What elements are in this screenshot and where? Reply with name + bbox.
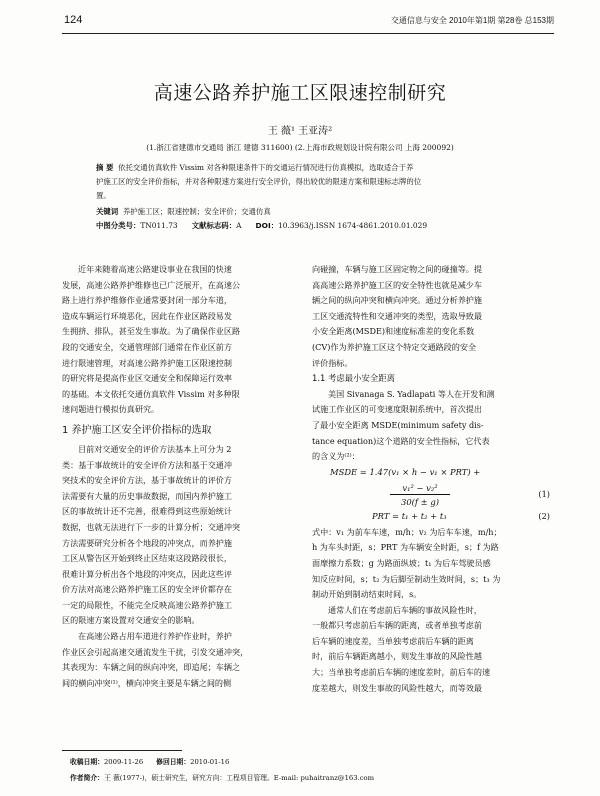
body-line: 法需要有大量的历史事故数据，而国内养护施工 — [62, 490, 232, 501]
intro-line: 近年来随着高速公路建设事业在我国的快速 — [78, 264, 232, 274]
body-line: 小安全距离(MSDE)和速度标准差的变化系数 — [312, 326, 475, 337]
subsection-heading: 1.1 考虑最小安全距离 — [312, 373, 395, 384]
intro-line: 的基础。本文依托交通仿真软件 Vissim 对多种限 — [62, 388, 240, 399]
body-line: 工区从警告区开始到终止区结束这段路段很长， — [62, 553, 232, 564]
paper-title: 高速公路养护施工区限速控制研究 — [153, 82, 447, 104]
header-rule — [62, 33, 554, 34]
received-label: 收稿日期： — [70, 758, 104, 766]
intro-line: 生拥挤、排队，甚至发生事故。为了确保作业区路 — [62, 326, 241, 337]
left-column — [62, 262, 298, 691]
abstract-label: 摘 要 — [96, 163, 114, 172]
body-line: 美国 Sivanaga S. Yadlapati 等人在开发和测 — [328, 388, 495, 399]
equation-2 — [312, 509, 552, 525]
doi-value: 10.3963/j.ISSN 1674-4861.2010.01.029 — [278, 221, 428, 230]
equation-1-main: MSDE = 1.47(v₁ × h − v₁ × PRT) + — [330, 466, 481, 477]
body-line: 高高速公路养护施工区的安全特性也就是减少车 — [312, 279, 482, 290]
intro-line: 段的交通安全，交通管理部门通常在作业区前方 — [62, 341, 232, 352]
body-line: 度差越大，则发生事故的风险性越大，而等效最 — [312, 682, 482, 693]
intro-line: 的研究将是提高作业区交通安全和保障运行效率 — [62, 373, 232, 384]
body-line: 一般都只考虑前后车辆的距离，或者单独考虑前 — [312, 620, 482, 631]
intro-line: 路上进行养护维修作业通常要封闭一部分车道， — [62, 295, 232, 306]
body-line: 在高速公路占用车道进行养护作业时，养护 — [78, 631, 232, 642]
body-line: 区的限速方案设置对交通安全的影响。 — [62, 615, 200, 626]
body-line: 试施工作业区的可变速度限制系统中，首次提出 — [312, 404, 482, 415]
section1-heading: 1 养护施工区安全评价指标的选取 — [62, 424, 212, 436]
doc-value: A — [236, 221, 242, 230]
abstract-line: 护施工区的安全评价指标，并对各种限速方案进行安全评价，得出较优的限速方案和限速标志牌的位 — [96, 177, 422, 186]
intro-line: 进行限速管理，对高速公路养护施工区限速控制 — [62, 357, 232, 368]
body-line: 大；当单独考虑前后车辆的速度差时，前后车的速 — [312, 667, 491, 678]
clc-value: TN011.73 — [140, 221, 178, 230]
intro-line: 发展，高速公路养护维修也已广泛展开，在高速公 — [62, 279, 241, 290]
author-label: 作者简介： — [70, 774, 104, 782]
equation-1-line1 — [312, 465, 552, 481]
body-line: 向碰撞，车辆与施工区固定物之间的碰撞等。提 — [312, 264, 482, 274]
abstract-line: 置。 — [96, 191, 111, 200]
page-number: 124 — [64, 14, 83, 26]
body-line: 价方法对高速公路养护施工区的安全评价都存在 — [62, 584, 232, 595]
body-line: 其表现为：车辆之间的纵向冲突，即追尾；车辆之 — [62, 662, 241, 673]
intro-line: 速问题进行模拟仿真研究。 — [62, 404, 160, 415]
abstract-text: 依托交通仿真软件 Vissim 对各种限速条件下的交通运行情况进行仿真模拟，选取适合于养 — [118, 163, 414, 172]
footnote-author — [70, 772, 374, 782]
body-line: 评价指标。 — [312, 357, 353, 368]
footnote-rule — [62, 750, 182, 751]
keywords-label: 关键词 — [96, 207, 119, 216]
body-line: 类：基于事故统计的安全评价方法和基于交通冲 — [62, 459, 232, 470]
body-line: 辆之间的纵向冲突和横向冲突。通过分析养护施 — [312, 295, 482, 306]
body-line: (CV)作为养护施工区这个特定交通路段的安全 — [312, 341, 477, 352]
keywords-line — [96, 206, 271, 217]
body-line: 数据，也就无法进行下一步的计算分析；交通冲突 — [62, 521, 241, 532]
body-line: 间的横向冲突⁽¹⁾，横向冲突主要是车辆之间的侧 — [62, 677, 232, 688]
body-line: 目前对交通安全的评价方法基本上可分为 2 — [78, 443, 232, 454]
body-line: 了最小安全距离 MSDE(minimum safety dis- — [312, 419, 484, 430]
equation-1-denominator: 30(f ± g) — [401, 496, 439, 507]
body-line: 一定的局限性，不能完全反映高速公路养护施工 — [62, 599, 232, 610]
body-line: 制动开始到制动结束时间，s。 — [312, 589, 422, 600]
revised-date: 2010-01-16 — [190, 758, 230, 766]
revised-label: 修回日期： — [156, 758, 191, 766]
affiliation: (1.浙江省建德市交通局 浙江 建德 311600) (2.上海市政规划设计院有限公司 上海 200092) — [146, 143, 454, 152]
author-info: 王 薇(1977-)，硕士研究生，研究方向：工程项目管理。E-mail: puhaitranz@163.com — [103, 774, 375, 782]
body-line: 突技术的安全评价方法，基于事故统计的评价方 — [62, 475, 232, 486]
right-column — [312, 262, 552, 696]
equation-2-number: (2) — [538, 510, 550, 521]
body-line: h 为车头时距，s；PRT 为车辆安全时距，s；f 为路 — [312, 542, 499, 553]
body-line: 知反应时间，s；t₂ 为后脚至制动生效时间，s；t₃ 为 — [312, 573, 501, 584]
body-line: 工区交通流特性和交通冲突的类型，选取导致最 — [312, 310, 482, 321]
body-line: 面摩擦力系数；g 为路面纵坡；t₁ 为后车驾驶员感 — [312, 557, 491, 568]
body-line: 式中：v₁ 为前车车速，m/h；v₂ 为后车车速，m/h； — [312, 526, 502, 537]
doi-label: DOI： — [255, 221, 279, 230]
body-line: 很难计算分析出各个地段的冲突点，因此这些评 — [62, 568, 232, 579]
equation-2-main: PRT = t₁ + t₂ + t₃ — [372, 510, 447, 521]
equation-1-numerator: v₁² − v₂² — [402, 482, 438, 493]
doc-label: 文献标志码： — [191, 221, 237, 230]
keywords-text: 养护施工区；限速控制；安全评价；交通仿真 — [122, 207, 271, 216]
received-date: 2009-11-26 — [103, 758, 144, 766]
body-line: 方法需要研究分析各个地段的冲突点，而养护施 — [62, 537, 232, 548]
body-line: 的含义为⁽²⁾： — [312, 451, 360, 462]
intro-line: 造成车辆运行环境恶化，因此在作业区路段易发 — [62, 310, 232, 321]
authors: 王 薇¹ 王亚涛² — [267, 126, 333, 137]
clc-label: 中图分类号： — [96, 221, 141, 230]
journal-header: 交通信息与安全 2010年第1期 第28卷 总153期 — [390, 16, 554, 25]
body-line: 作业区会引起高速交通流发生干扰，引发交通冲突， — [62, 646, 249, 657]
classification-line — [96, 220, 427, 231]
equation-1-fraction — [312, 481, 552, 509]
abstract-line — [96, 162, 413, 173]
body-line: 后车辆的速度差，当单独考虑前后车辆的距离 — [312, 635, 474, 646]
footnote-dates — [70, 756, 229, 766]
body-line: 区的事故统计还不完善，很难得到这些原始统计 — [62, 506, 232, 517]
body-line: 时，前后车辆距离越小，则发生事故的风险性越 — [312, 651, 482, 662]
equation-1-number: (1) — [538, 488, 550, 499]
body-line: 通常人们在考虑前后车辆的事故风险性时， — [328, 604, 482, 615]
body-line: tance equation)这个道路的安全性指标，它代表 — [312, 435, 490, 446]
